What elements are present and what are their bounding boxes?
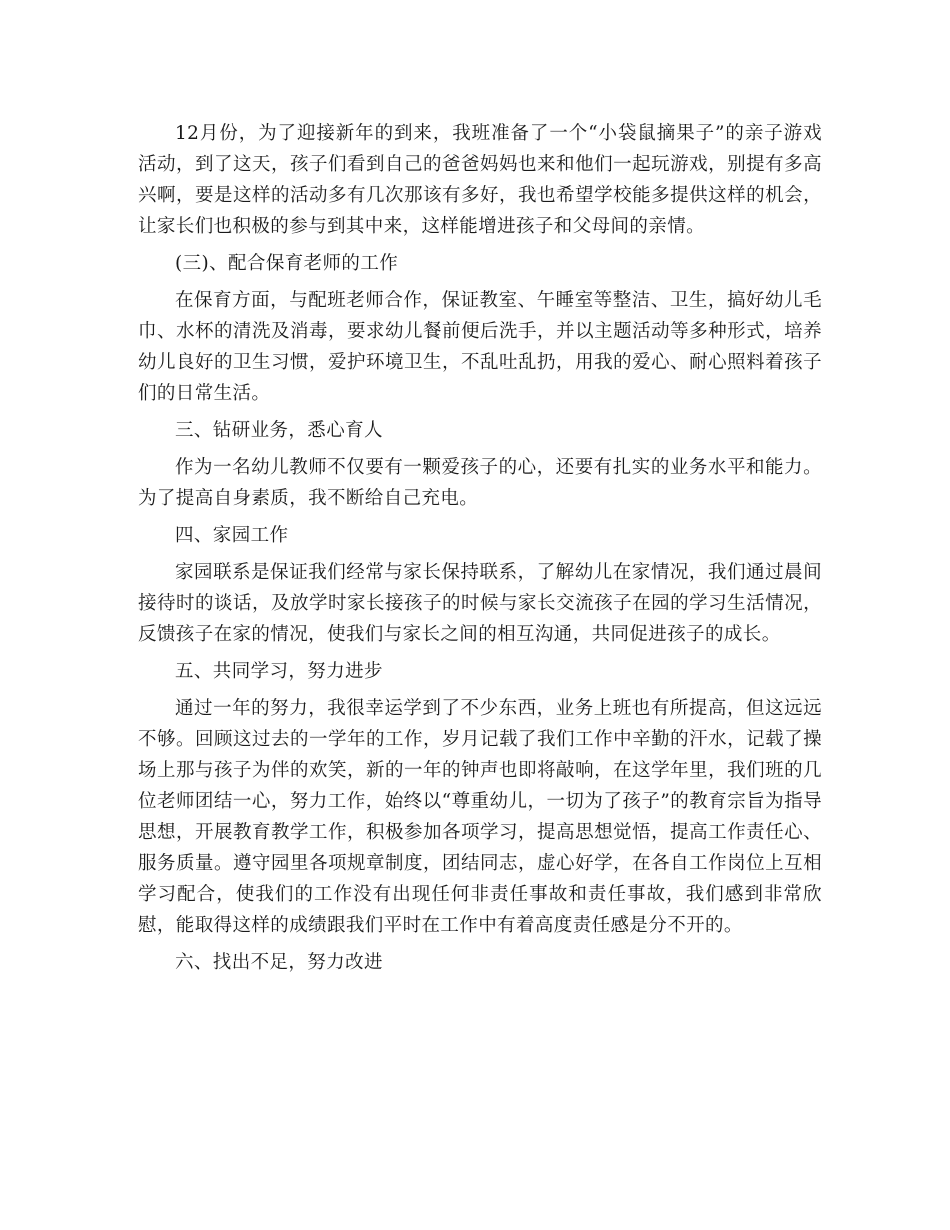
section-heading-learning-progress: 五、共同学习，努力进步 xyxy=(175,661,383,682)
section-heading-care-work: (三)、配合保育老师的工作 xyxy=(175,253,399,274)
paragraph-learning-progress: 通过一年的努力，我很幸运学到了不少东西，业务上班也有所提高，但这远远不够。回顾这过去的一学年的工作，岁月记载了我们工作中辛勤的汗水，记载了操场上那与孩子为伴的欢笑，新的一年的钟声也即将敲响，在这学年里，我们班的几位老师团结一心，努力工作，始终以“尊重幼儿，一切为了孩子”的教育宗旨为指导思想，开展教育教学工作，积极参加各项学习，提高思想觉悟，提高工作责任心、服务质量。遵守园里各项规章制度，团结同志，虚心好学，在各自工作岗位上互相学习配合，使我们的工作没有出现任何非责任事故和责任事故，我们感到非常欣慰，能取得这样的成绩跟我们平时在工作中有着高度责任感是分不开的。 xyxy=(138,698,822,936)
section-heading-home-school: 四、家园工作 xyxy=(175,525,289,546)
paragraph-professional-study: 作为一名幼儿教师不仅要有一颗爱孩子的心，还要有扎实的业务水平和能力。为了提高自身素质，我不断给自己充电。 xyxy=(138,457,822,509)
paragraph-care-work: 在保育方面，与配班老师合作，保证教室、午睡室等整洁、卫生，搞好幼儿毛巾、水杯的清洗及消毒，要求幼儿餐前便后洗手，并以主题活动等多种形式，培养幼儿良好的卫生习惯，爱护环境卫生，不乱吐乱扔，用我的爱心、耐心照料着孩子们的日常生活。 xyxy=(138,290,822,404)
document-body xyxy=(138,118,822,984)
section-heading-professional-study: 三、钻研业务，悉心育人 xyxy=(175,420,383,441)
section-heading-improvement: 六、找出不足，努力改进 xyxy=(175,952,383,973)
paragraph-home-school: 家园联系是保证我们经常与家长保持联系，了解幼儿在家情况，我们通过晨间接待时的谈话，及放学时家长接孩子的时候与家长交流孩子在园的学习生活情况，反馈孩子在家的情况，使我们与家长之间的相互沟通，共同促进孩子的成长。 xyxy=(138,562,822,645)
paragraph-parent-child-activity: 12月份，为了迎接新年的到来，我班准备了一个“小袋鼠摘果子”的亲子游戏活动，到了这天，孩子们看到自己的爸爸妈妈也来和他们一起玩游戏，别提有多高兴啊，要是这样的活动多有几次那该有多好，我也希望学校能多提供这样的机会，让家长们也积极的参与到其中来，这样能增进孩子和父母间的亲情。 xyxy=(138,123,822,237)
